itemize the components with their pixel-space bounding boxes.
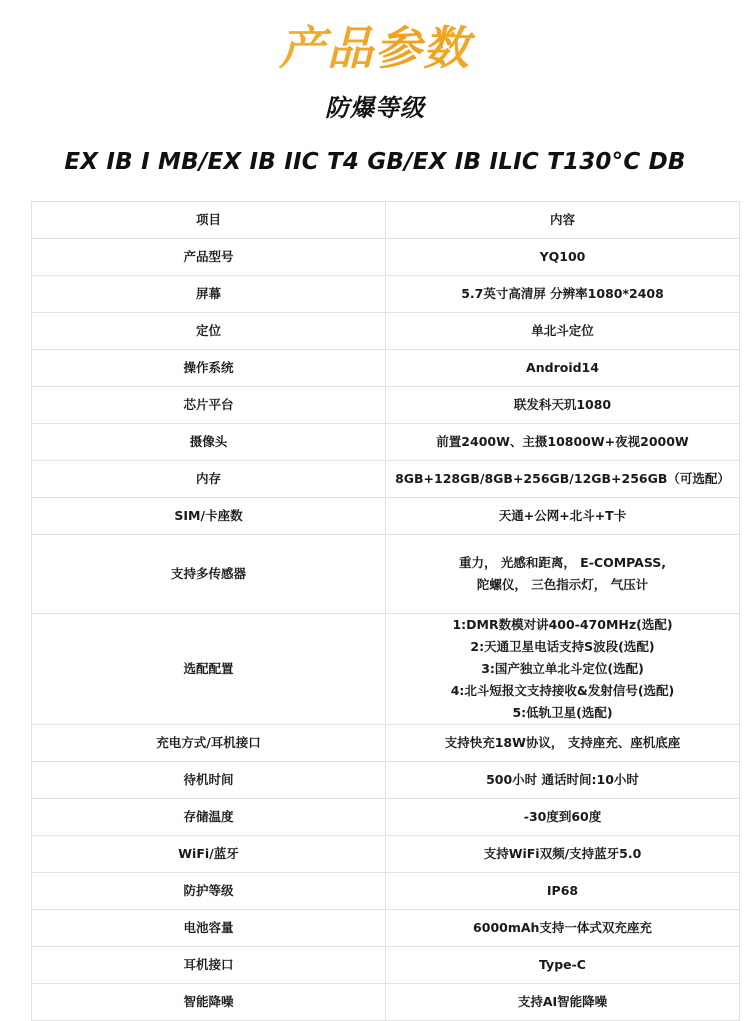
table-row (32, 276, 740, 313)
row-content: YQ100 (386, 239, 740, 276)
section-title: 防爆等级 (325, 94, 425, 122)
table-row (32, 614, 740, 725)
table-row (32, 239, 740, 276)
row-content: 支持AI智能降噪 (386, 984, 740, 1021)
page-title: 产品参数 (0, 18, 750, 78)
row-content-line: 陀螺仪， 三色指示灯， 气压计 (476, 577, 649, 592)
row-content: 5.7英寸高清屏 分辨率1080*2408 (386, 276, 740, 313)
row-item: 操作系统 (32, 350, 386, 387)
row-content: 6000mAh支持一体式双充座充 (386, 910, 740, 947)
table-row (32, 313, 740, 350)
table-row (32, 725, 740, 762)
row-content-line: 5:低轨卫星(选配) (512, 705, 613, 720)
row-item: 存储温度 (32, 799, 386, 836)
row-item: 屏幕 (32, 276, 386, 313)
spec-table (31, 201, 740, 1021)
row-item: 选配配置 (32, 614, 386, 725)
table-row (32, 984, 740, 1021)
row-content-line: 3:国产独立单北斗定位(选配) (481, 661, 644, 676)
explosion-rating: EX IB I MB/EX IB IIC T4 GB/EX IB ILIC T130°C DB (64, 149, 686, 175)
row-content: IP68 (386, 873, 740, 910)
row-content: 8GB+128GB/8GB+256GB/12GB+256GB（可选配） (386, 461, 740, 498)
header-item: 项目 (32, 202, 386, 239)
row-item: 支持多传感器 (32, 535, 386, 614)
table-header-row (32, 202, 740, 239)
table-row (32, 498, 740, 535)
row-content (386, 614, 740, 725)
table-row (32, 350, 740, 387)
row-content: 单北斗定位 (386, 313, 740, 350)
row-content-line: 2:天通卫星电话支持S波段(选配) (470, 639, 655, 654)
table-row (32, 461, 740, 498)
row-item: 摄像头 (32, 424, 386, 461)
table-row (32, 836, 740, 873)
table-row (32, 387, 740, 424)
row-content: 支持快充18W协议， 支持座充、座机底座 (386, 725, 740, 762)
table-row (32, 947, 740, 984)
table-row (32, 535, 740, 614)
row-content-line: 4:北斗短报文支持接收&发射信号(选配) (450, 683, 675, 698)
row-item: 待机时间 (32, 762, 386, 799)
header-content: 内容 (386, 202, 740, 239)
row-item: 产品型号 (32, 239, 386, 276)
row-content (386, 535, 740, 614)
table-row (32, 424, 740, 461)
row-item: SIM/卡座数 (32, 498, 386, 535)
table-row (32, 910, 740, 947)
row-content-line: 1:DMR数模对讲400-470MHz(选配) (452, 617, 673, 632)
row-content: 前置2400W、主摄10800W+夜视2000W (386, 424, 740, 461)
row-item: 定位 (32, 313, 386, 350)
table-row (32, 762, 740, 799)
row-content: Android14 (386, 350, 740, 387)
row-content: -30度到60度 (386, 799, 740, 836)
row-item: 充电方式/耳机接口 (32, 725, 386, 762)
row-content: 500小时 通话时间:10小时 (386, 762, 740, 799)
row-content: 联发科天玑1080 (386, 387, 740, 424)
table-row (32, 799, 740, 836)
row-item: 电池容量 (32, 910, 386, 947)
row-item: 内存 (32, 461, 386, 498)
row-content: Type-C (386, 947, 740, 984)
row-item: 智能降噪 (32, 984, 386, 1021)
row-item: 防护等级 (32, 873, 386, 910)
row-item: 耳机接口 (32, 947, 386, 984)
row-content: 支持WiFi双频/支持蓝牙5.0 (386, 836, 740, 873)
row-item: 芯片平台 (32, 387, 386, 424)
row-item: WiFi/蓝牙 (32, 836, 386, 873)
row-content-line: 重力， 光感和距离， E-COMPASS, (458, 555, 667, 570)
row-content: 天通+公网+北斗+T卡 (386, 498, 740, 535)
table-row (32, 873, 740, 910)
